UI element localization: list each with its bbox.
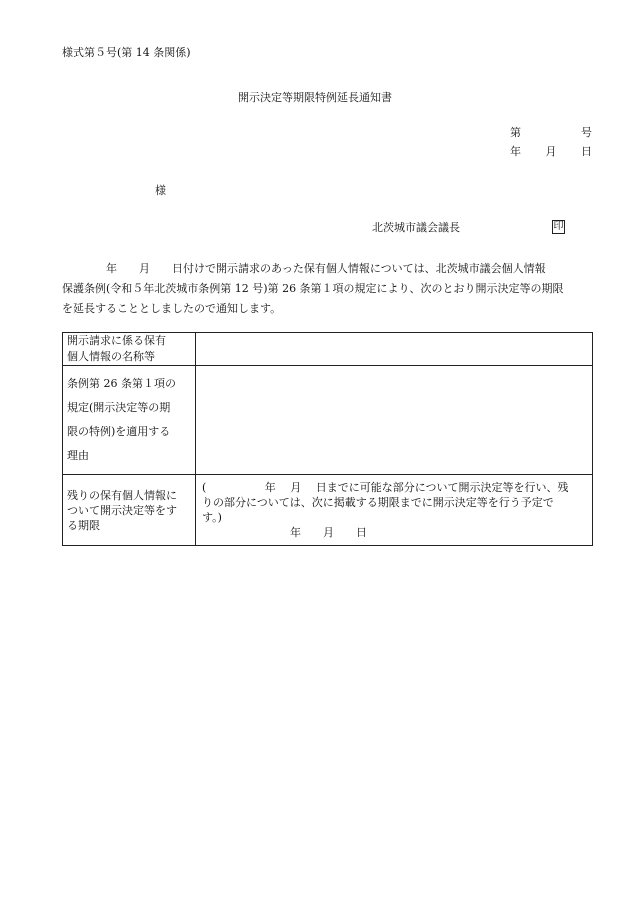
notice-body bbox=[62, 259, 598, 319]
addressee-honorific: 様 bbox=[155, 184, 166, 197]
document-title: 開示決定等期限特例延長通知書 bbox=[238, 91, 392, 104]
issuer bbox=[372, 220, 565, 234]
issue-date bbox=[510, 146, 592, 157]
table-row bbox=[63, 475, 593, 546]
row-value-reason bbox=[196, 366, 593, 475]
label-line: る期限 bbox=[67, 518, 100, 532]
label-line: 開示請求に係る保有 bbox=[67, 334, 166, 347]
value-line: 年 月 日 bbox=[202, 526, 367, 539]
document-number-prefix: 第 bbox=[510, 126, 521, 139]
row-label-reason bbox=[63, 366, 196, 475]
row-label-info-name bbox=[63, 333, 196, 366]
value-line: りの部分については、次に掲載する期限までに開示決定等を行う予定で bbox=[202, 496, 554, 509]
document-number-suffix: 号 bbox=[581, 126, 592, 139]
value-line: ( 年 月 日までに可能な部分について開示決定等を行い、残 bbox=[202, 481, 569, 494]
label-line: 限の特例)を適用する bbox=[67, 425, 171, 438]
row-label-deadline bbox=[63, 475, 196, 546]
notice-body-line: 保護条例(令和５年北茨城市条例第 12 号)第 26 条第１項の規定により、次のとおり開示決定等の期限 bbox=[62, 282, 564, 295]
notice-body-line: 年 月 日付けで開示請求のあった保有個人情報については、北茨城市議会個人情報 bbox=[62, 262, 546, 275]
label-line: 理由 bbox=[67, 449, 89, 462]
label-line: 残りの保有個人情報に bbox=[67, 488, 177, 502]
table-row bbox=[63, 333, 593, 366]
document-number bbox=[510, 127, 592, 138]
table-row bbox=[63, 366, 593, 475]
notice-body-line: を延長することとしましたので通知します。 bbox=[62, 302, 282, 315]
label-line: 個人情報の名称等 bbox=[67, 350, 155, 363]
form-number: 様式第５号(第 14 条関係) bbox=[62, 46, 191, 59]
value-line: す。) bbox=[202, 511, 222, 524]
label-line: ついて開示決定等をす bbox=[67, 503, 177, 517]
issue-date-year: 年 bbox=[510, 145, 521, 158]
seal-mark: 印 bbox=[553, 221, 564, 232]
issue-date-month: 月 bbox=[545, 145, 557, 158]
info-table bbox=[62, 332, 593, 546]
label-line: 条例第 26 条第１項の bbox=[67, 377, 176, 390]
row-value-info-name bbox=[196, 333, 593, 366]
label-line: 規定(開示決定等の期 bbox=[67, 401, 171, 414]
issuer-name: 北茨城市議会議長 bbox=[372, 220, 460, 234]
row-value-deadline bbox=[196, 475, 593, 546]
issue-date-day: 日 bbox=[581, 145, 592, 158]
